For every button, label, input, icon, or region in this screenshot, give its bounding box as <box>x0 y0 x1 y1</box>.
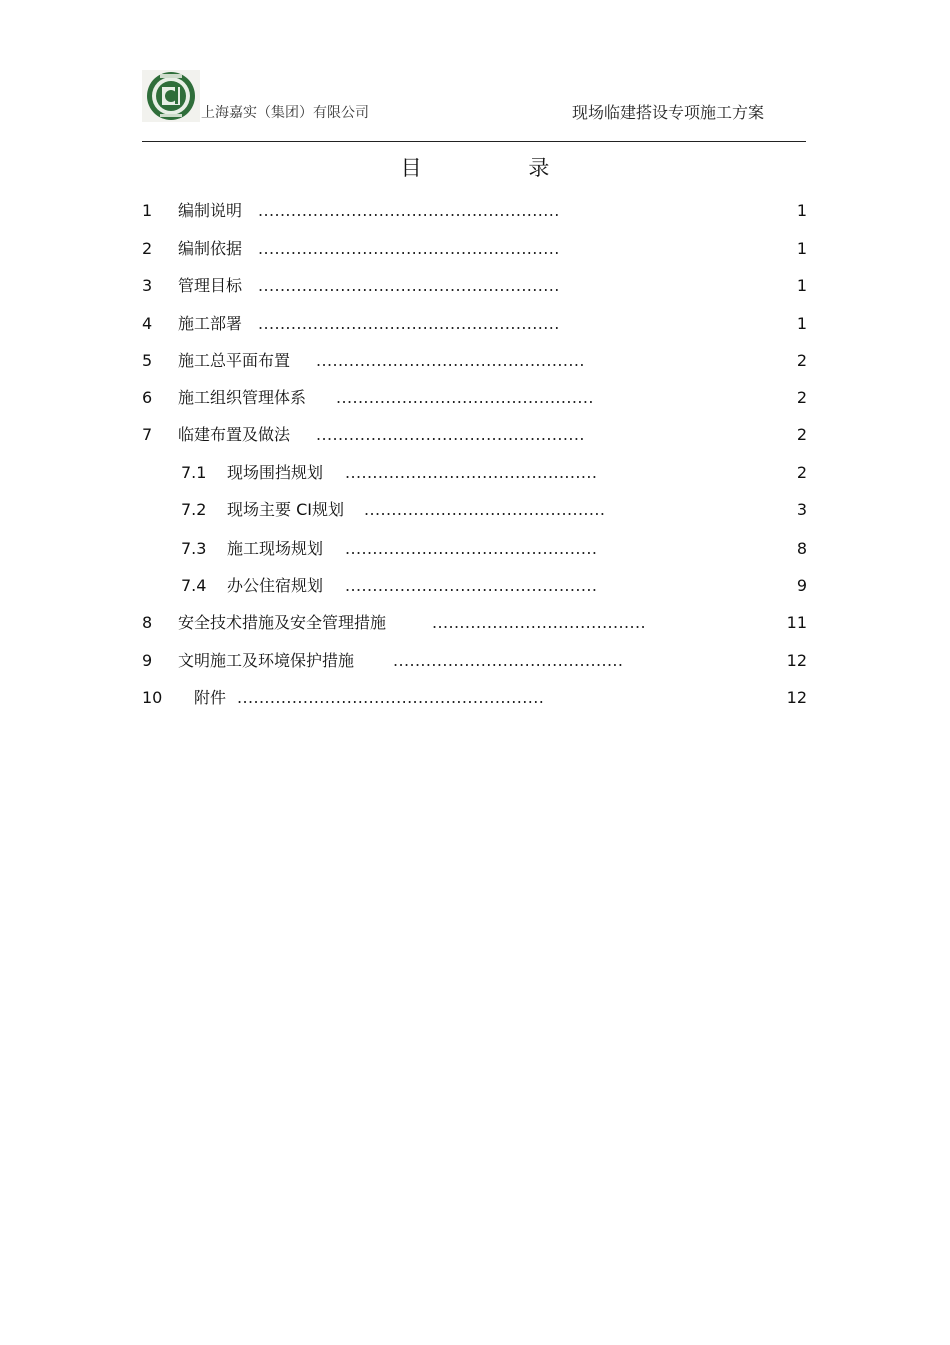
toc-entry-title: 现场围挡规划 <box>227 463 324 482</box>
toc-entry-page: 2 <box>796 425 807 444</box>
toc-entry-number: 3 <box>142 276 153 295</box>
toc-entry[interactable] <box>142 611 807 635</box>
toc-entry-number: 7.4 <box>181 576 207 595</box>
toc-heading: 目 录 <box>400 156 600 180</box>
toc-entry-number: 7.2 <box>181 500 207 519</box>
toc-entry-number: 8 <box>142 613 153 632</box>
toc-entry-number: 4 <box>142 314 153 333</box>
toc-entry-title: 管理目标 <box>178 276 243 295</box>
toc-entry[interactable] <box>142 423 807 447</box>
toc-entry-number: 7.3 <box>181 539 207 558</box>
toc-leader-dots: ........................................................ <box>237 688 545 707</box>
toc-leader-dots: ....................................... <box>432 613 646 632</box>
toc-entry[interactable] <box>142 537 807 561</box>
toc-entry-page: 3 <box>796 500 807 519</box>
toc-entry[interactable] <box>142 237 807 261</box>
toc-entry-number: 6 <box>142 388 153 407</box>
toc-entry-page: 9 <box>796 576 807 595</box>
toc-entry-page: 12 <box>786 688 807 707</box>
toc-leader-dots: ................................................. <box>316 351 585 370</box>
toc-entry[interactable] <box>142 574 807 598</box>
toc-leader-dots: ....................................................... <box>258 314 560 333</box>
toc-leader-dots: ....................................................... <box>258 239 560 258</box>
toc-leader-dots: .......................................... <box>393 651 624 670</box>
toc-entry-number: 9 <box>142 651 153 670</box>
toc-entry-page: 1 <box>796 201 807 220</box>
toc-entry-title: 文明施工及环境保护措施 <box>178 651 355 670</box>
toc-entry-number: 7 <box>142 425 153 444</box>
toc-leader-dots: .............................................. <box>345 463 598 482</box>
toc-entry-number: 1 <box>142 201 153 220</box>
toc-entry[interactable] <box>142 274 807 298</box>
toc-entry-title: 附件 <box>194 688 227 707</box>
toc-entry[interactable] <box>142 386 807 410</box>
toc-entry[interactable] <box>142 461 807 485</box>
toc-entry-page: 8 <box>796 539 807 558</box>
toc-leader-dots: ....................................................... <box>258 201 560 220</box>
toc-entry-page: 2 <box>796 351 807 370</box>
toc-entry-title: 办公住宿规划 <box>227 576 324 595</box>
company-name: 上海嘉实（集团）有限公司 <box>201 105 369 121</box>
toc-entry[interactable] <box>142 686 807 710</box>
toc-leader-dots: ....................................................... <box>258 276 560 295</box>
toc-entry[interactable] <box>142 649 807 673</box>
toc-leader-dots: .............................................. <box>345 539 598 558</box>
document-title: 现场临建搭设专项施工方案 <box>572 103 765 122</box>
toc-entry[interactable] <box>142 498 807 522</box>
toc-entry-page: 1 <box>796 276 807 295</box>
toc-entry[interactable] <box>142 199 807 223</box>
toc-entry-number: 2 <box>142 239 153 258</box>
toc-leader-dots: .............................................. <box>345 576 598 595</box>
toc-entry-title: 临建布置及做法 <box>178 425 291 444</box>
toc-entry-page: 2 <box>796 388 807 407</box>
company-logo-icon <box>142 70 200 122</box>
toc-entry[interactable] <box>142 349 807 373</box>
toc-entry-number: 5 <box>142 351 153 370</box>
toc-entry-title: 施工现场规划 <box>227 539 324 558</box>
toc-entry[interactable] <box>142 312 807 336</box>
toc-entry-page: 11 <box>786 613 807 632</box>
toc-entry-page: 12 <box>786 651 807 670</box>
toc-leader-dots: ............................................ <box>364 500 606 519</box>
toc-entry-title: 施工组织管理体系 <box>178 388 307 407</box>
toc-entry-page: 2 <box>796 463 807 482</box>
toc-entry-title: 编制说明 <box>178 201 243 220</box>
toc-entry-number: 7.1 <box>181 463 207 482</box>
toc-leader-dots: ................................................. <box>316 425 585 444</box>
toc-entry-page: 1 <box>796 314 807 333</box>
toc-entry-title: 现场主要 CI规划 <box>227 500 344 519</box>
header-divider <box>142 141 806 142</box>
toc-entry-title: 编制依据 <box>178 239 243 258</box>
toc-entry-title: 施工总平面布置 <box>178 351 291 370</box>
toc-entry-number: 10 <box>142 688 163 707</box>
toc-entry-page: 1 <box>796 239 807 258</box>
toc-leader-dots: ............................................... <box>336 388 594 407</box>
toc-entry-title: 施工部署 <box>178 314 243 333</box>
toc-entry-title: 安全技术措施及安全管理措施 <box>178 613 387 632</box>
